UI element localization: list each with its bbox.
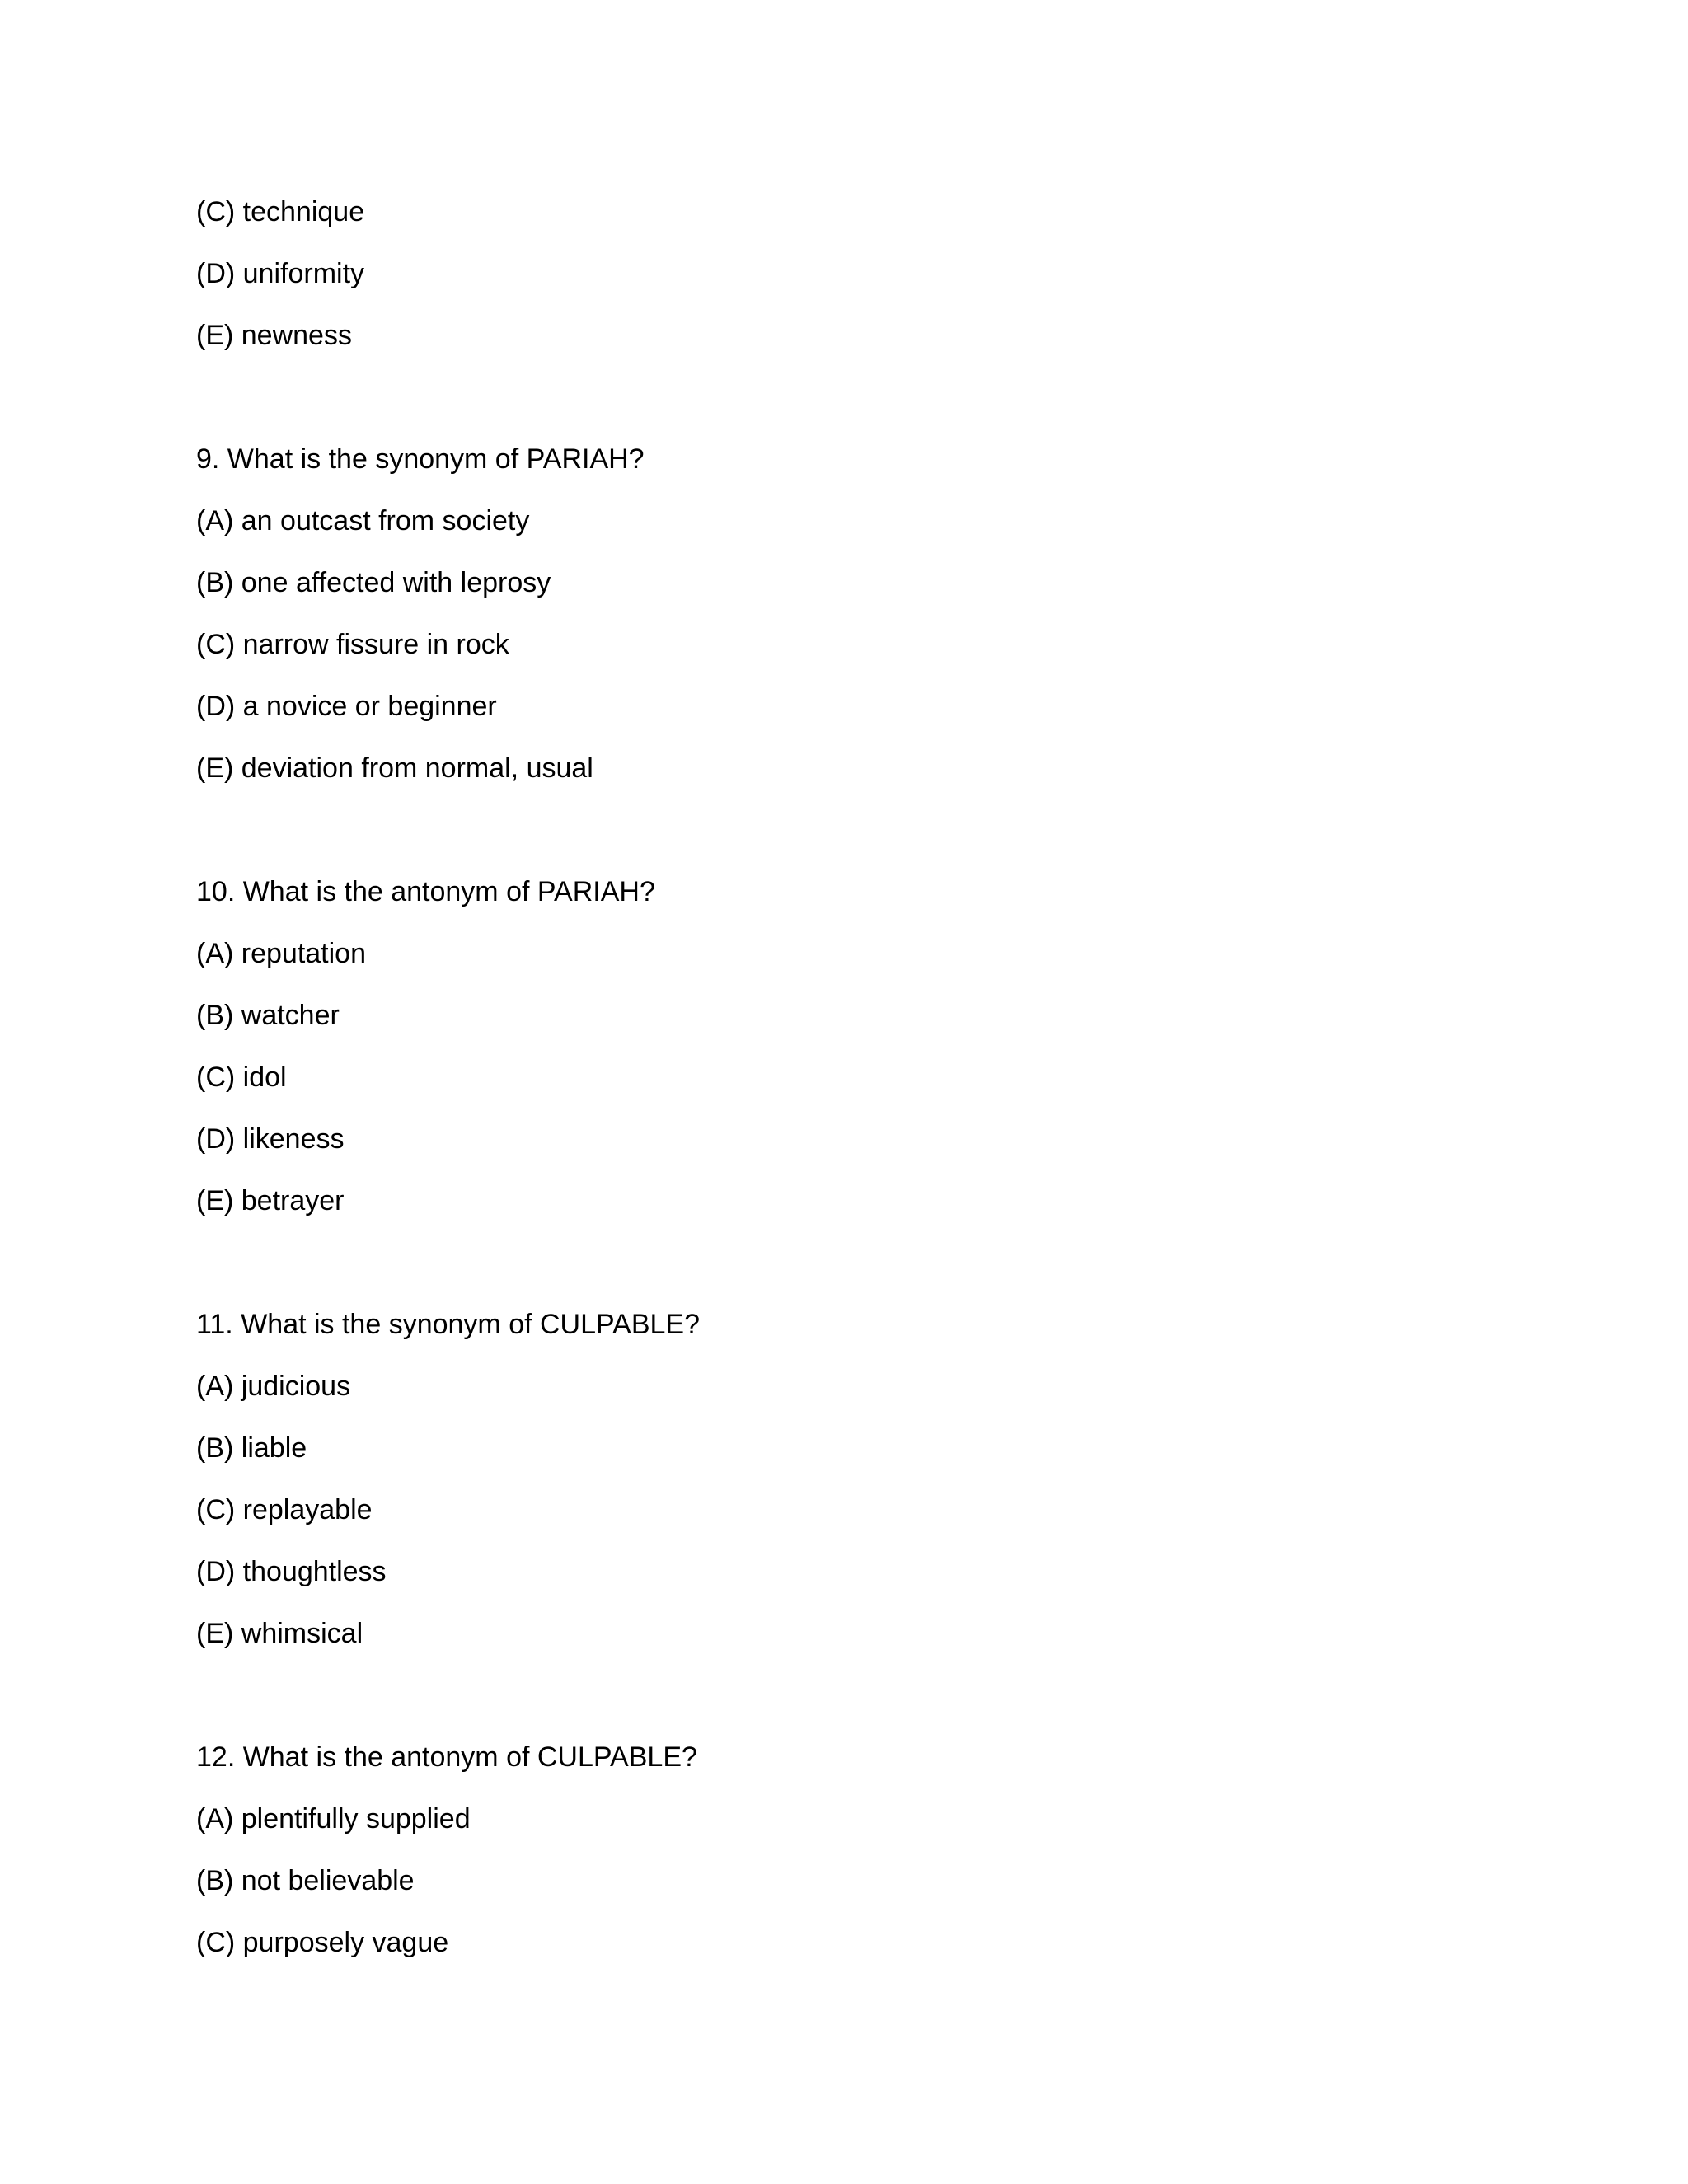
question-prompt: 12. What is the antonym of CULPABLE? (196, 1741, 697, 1773)
option-d: (D) uniformity (196, 258, 365, 289)
option-c: (C) technique (196, 196, 365, 227)
question-prompt: 9. What is the synonym of PARIAH? (196, 443, 645, 475)
option-e: (E) newness (196, 320, 352, 351)
option-e: (E) deviation from normal, usual (196, 752, 593, 784)
option-d: (D) likeness (196, 1123, 345, 1155)
option-d: (D) thoughtless (196, 1556, 387, 1587)
option-e: (E) whimsical (196, 1618, 363, 1649)
option-c: (C) idol (196, 1062, 287, 1093)
option-a: (A) an outcast from society (196, 505, 530, 537)
option-a: (A) plentifully supplied (196, 1803, 471, 1835)
option-b: (B) one affected with leprosy (196, 567, 551, 598)
option-b: (B) watcher (196, 1000, 340, 1031)
option-a: (A) reputation (196, 938, 366, 969)
question-9 (196, 443, 1515, 785)
carryover-options (196, 195, 1515, 352)
question-prompt: 10. What is the antonym of PARIAH? (196, 876, 655, 907)
question-11 (196, 1308, 1515, 1650)
question-10 (196, 875, 1515, 1217)
option-e: (E) betrayer (196, 1185, 345, 1216)
option-b: (B) liable (196, 1432, 307, 1464)
option-c: (C) replayable (196, 1494, 373, 1526)
question-12 (196, 1741, 1515, 1959)
option-a: (A) judicious (196, 1371, 351, 1402)
option-c: (C) purposely vague (196, 1927, 449, 1958)
option-b: (B) not believable (196, 1865, 415, 1896)
option-d: (D) a novice or beginner (196, 691, 497, 722)
question-prompt: 11. What is the synonym of CULPABLE? (196, 1309, 701, 1340)
option-c: (C) narrow fissure in rock (196, 629, 509, 660)
quiz-content (196, 195, 1515, 1988)
